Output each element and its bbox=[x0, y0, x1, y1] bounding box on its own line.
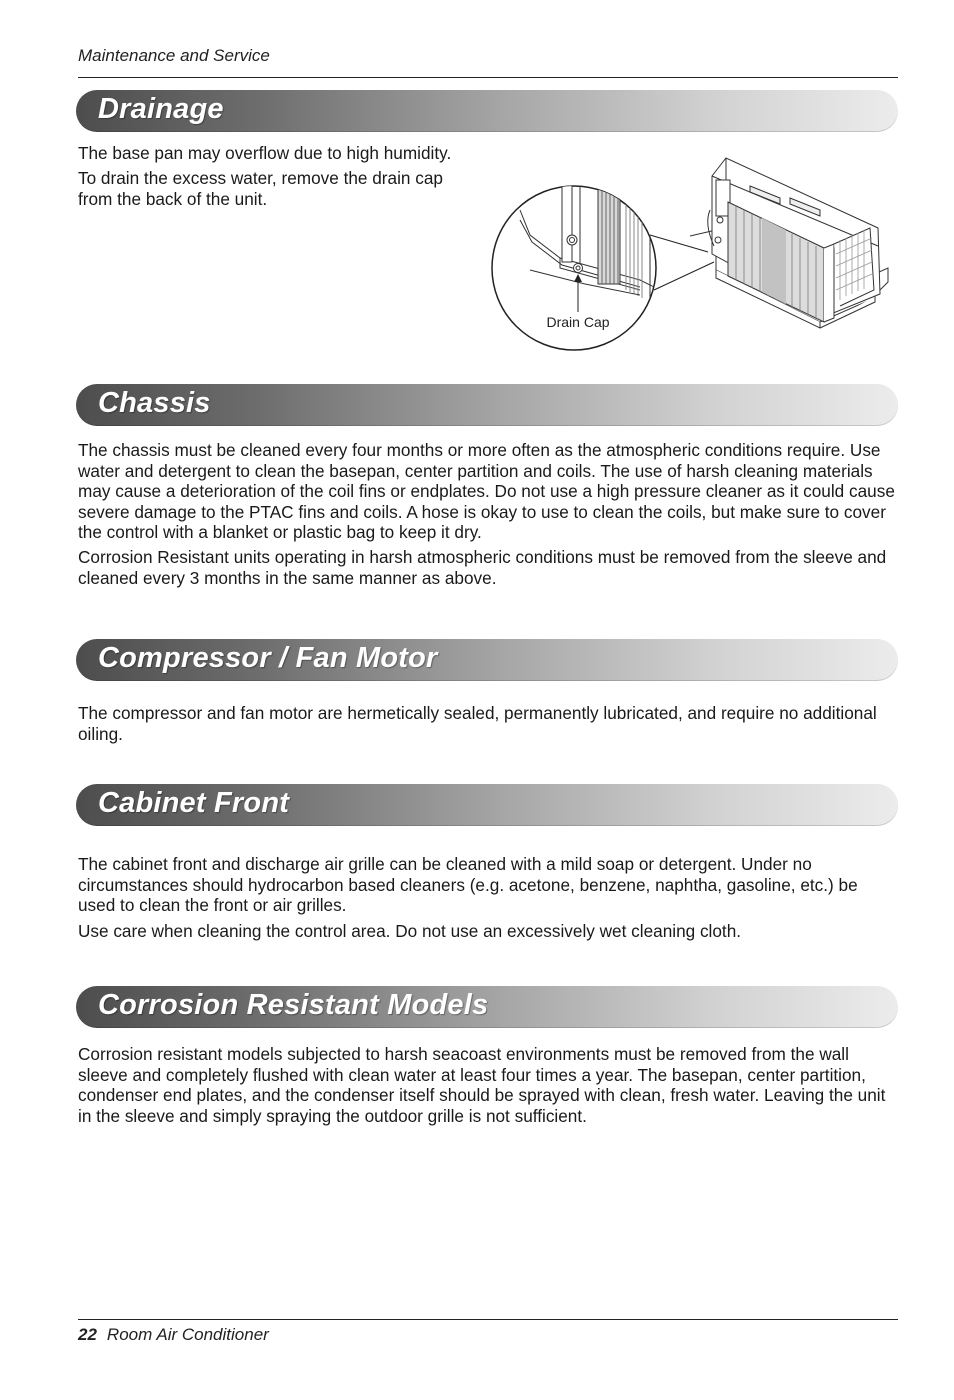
drainage-paragraph-1: The base pan may overflow due to high humidity. bbox=[78, 143, 452, 163]
page-number: 22 bbox=[78, 1325, 97, 1344]
corrosion-resistant-paragraph-1: Corrosion resistant models subjected to harsh seacoast environments must be removed from the wall sleeve and completely flushed with clean water at least four times a year. The basepan, center partition, condenser end plates, and the condenser itself should be sprayed with clean, fresh water. Leaving the unit in the sleeve and simply spraying the outdoor grille is not sufficient. bbox=[78, 1044, 886, 1126]
chassis-paragraph-2: Corrosion Resistant units operating in harsh atmospheric conditions must be removed from the sleeve and cleaned every 3 months in the same manner as above. bbox=[78, 547, 887, 588]
footer-rule bbox=[78, 1319, 898, 1320]
compressor-paragraph-1: The compressor and fan motor are hermetically sealed, permanently lubricated, and require no additional oiling. bbox=[78, 703, 877, 744]
cabinet-front-paragraph-2: Use care when cleaning the control area. Do not use an excessively wet cleaning cloth. bbox=[78, 921, 742, 941]
drain-cap-figure bbox=[490, 150, 898, 360]
section-bar-cabinet-front bbox=[76, 784, 898, 826]
section-title-corrosion-resistant: Corrosion Resistant Models bbox=[98, 989, 489, 1021]
section-title-cabinet-front: Cabinet Front bbox=[98, 787, 290, 819]
drain-cap-label: Drain Cap bbox=[546, 314, 610, 330]
cabinet-front-paragraph-1: The cabinet front and discharge air grille can be cleaned with a mild soap or detergent. Under no circumstances should hydrocarbon based cleaners (e.g. acetone, benzene, naphtha, gasoline, etc.) be used to clean the front or air grilles. bbox=[78, 854, 858, 915]
section-bar-compressor bbox=[76, 639, 898, 681]
ptac-unit-illustration bbox=[490, 150, 898, 360]
section-bar-corrosion-resistant bbox=[76, 986, 898, 1028]
section-title-drainage: Drainage bbox=[98, 93, 224, 125]
drainage-paragraph-2: To drain the excess water, remove the drain cap from the back of the unit. bbox=[78, 168, 443, 209]
section-title-chassis: Chassis bbox=[98, 387, 211, 419]
footer-doc-title: Room Air Conditioner bbox=[106, 1325, 269, 1344]
chassis-paragraph-1: The chassis must be cleaned every four months or more often as the atmospheric conditions require. Use water and detergent to clean the basepan, center partition and coils. The use of harsh cleaning materials may cause a deterioration of the coil fins or endplates. Do not use a high pressure cleaner as it could cause severe damage to the PTAC fins and coils. A hose is okay to use to clean the coils, but make sure to cover the control with a blanket or plastic bag to keep it dry. bbox=[78, 440, 895, 542]
page-footer bbox=[78, 1325, 269, 1345]
section-bar-chassis bbox=[76, 384, 898, 426]
section-title-compressor: Compressor / Fan Motor bbox=[98, 642, 438, 674]
section-bar-drainage bbox=[76, 90, 898, 132]
header-rule bbox=[78, 77, 898, 78]
running-header: Maintenance and Service bbox=[78, 46, 270, 65]
